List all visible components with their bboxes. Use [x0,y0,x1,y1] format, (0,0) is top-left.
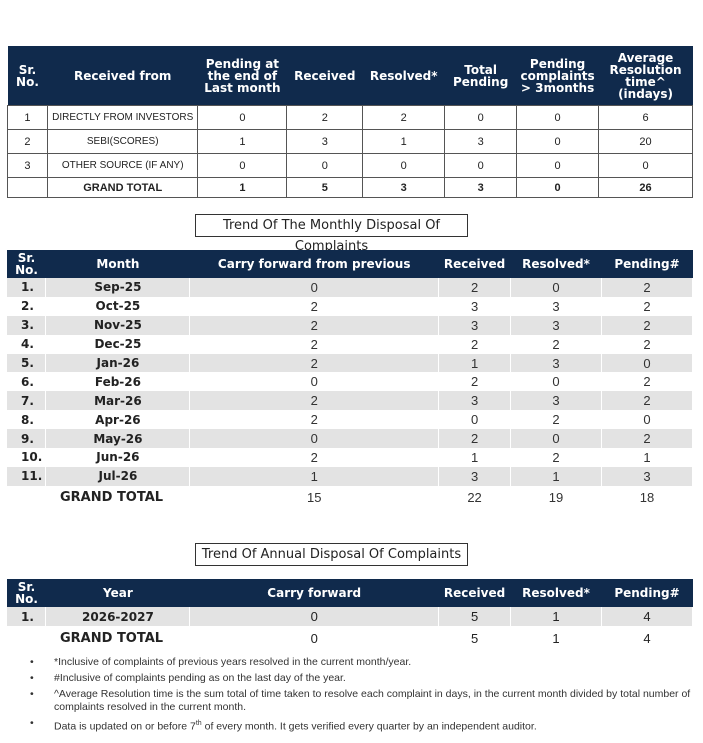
received-cell: 2 [287,106,363,130]
column-header: Pending at the end of Last month [204,56,281,95]
avg-time-cell: 0 [599,154,693,178]
bullet-icon: • [30,672,34,684]
table-row [7,391,693,410]
column-header: Carry forward from previous [217,257,411,271]
sr-no-cell: 3 [8,154,48,178]
table-header-row [7,250,693,278]
resolved-cell: 1 [552,630,560,646]
resolved-cell: 2 [511,335,602,354]
empty-cell [8,178,48,198]
pending-cell: 2 [602,372,693,391]
bullet-icon: • [30,717,34,729]
pending-cell: 2 [602,278,693,297]
resolved-cell: 0 [511,372,602,391]
monthly-disposal-table [7,250,693,510]
carry-cell: 1 [190,467,439,486]
sr-no-cell: 2 [8,130,48,154]
sr-no-cell: 9. [7,429,46,448]
pending-3m-cell: 0 [517,178,599,198]
carry-cell: 2 [190,354,439,373]
received-cell: 2 [439,335,511,354]
pending-cell: 4 [602,607,693,626]
source-cell: SEBI(SCORES) [47,130,198,154]
month-cell: Jun-26 [46,448,190,467]
resolved-cell: 2 [363,106,445,130]
footnote-text: of every month. It gets verified every quarter by an independent auditor. [201,720,537,733]
sr-no-cell: 11. [7,467,46,486]
received-cell: 3 [439,316,511,335]
table-row [8,106,693,130]
source-cell: OTHER SOURCE (IF ANY) [47,154,198,178]
resolved-cell: 1 [511,467,602,486]
pending-last-cell: 1 [198,130,287,154]
sr-no-cell: 1. [7,607,46,626]
pending-last-cell: 1 [198,178,287,198]
footnotes-list [30,656,695,737]
column-header: Pending# [614,257,680,271]
annual-trend-caption: Trend Of Annual Disposal Of Complaints [195,543,468,566]
sr-no-cell: 5. [7,354,46,373]
bullet-icon: • [30,688,34,700]
received-cell: 3 [439,467,511,486]
carry-cell: 2 [190,391,439,410]
received-cell: 5 [287,178,363,198]
pending-last-cell: 0 [198,154,287,178]
sr-no-cell: 1. [7,278,46,297]
annual-disposal-table [7,579,693,650]
footnote [30,688,695,714]
pending-cell: 18 [639,490,655,506]
total-pending-cell: 3 [445,178,517,198]
received-cell: 0 [439,410,511,429]
pending-cell: 2 [602,391,693,410]
column-header: Average Resolution time^ (indays) [609,50,682,101]
table-row [7,429,693,448]
column-header: Resolved* [522,586,590,600]
column-header: Sr. No. [16,62,39,89]
pending-3m-cell: 0 [517,106,599,130]
column-header: Received from [74,68,172,83]
pending-cell: 2 [602,335,693,354]
table-row [7,297,693,316]
pending-3m-cell: 0 [517,154,599,178]
pending-cell: 2 [602,297,693,316]
resolved-cell: 0 [363,154,445,178]
column-header: Received [443,586,506,600]
grand-total-row [7,486,693,510]
avg-time-cell: 20 [599,130,693,154]
pending-cell: 3 [602,467,693,486]
avg-time-cell: 26 [599,178,693,198]
month-cell: Nov-25 [46,316,190,335]
sr-no-cell: 7. [7,391,46,410]
received-cell: 3 [439,297,511,316]
column-header: Resolved* [522,257,590,271]
received-cell: 5 [439,607,511,626]
year-cell: 2026-2027 [46,607,190,626]
carry-cell: 0 [190,607,439,626]
received-cell: 2 [439,429,511,448]
resolved-cell: 3 [511,316,602,335]
sr-no-cell: 3. [7,316,46,335]
received-cell: 0 [287,154,363,178]
resolved-cell: 3 [511,297,602,316]
table-row [7,316,693,335]
resolved-cell: 1 [511,607,602,626]
grand-total-label: GRAND TOTAL [60,630,164,646]
footnote-text: ^Average Resolution time is the sum total of time taken to resolve each complaint in days, in the current month divided by total number of complaints resolved in the current month. [54,688,691,713]
resolved-cell: 1 [363,130,445,154]
received-cell: 5 [470,630,479,646]
carry-cell: 15 [306,490,322,506]
column-header: Resolved* [369,68,438,83]
sr-no-cell: 10. [7,448,46,467]
carry-cell: 2 [190,410,439,429]
column-header: Sr. No. [15,580,38,606]
month-cell: Oct-25 [46,297,190,316]
column-header: Year [103,586,133,600]
footnote [30,717,695,734]
table-row [8,130,693,154]
resolved-cell: 2 [511,410,602,429]
resolved-cell: 3 [511,354,602,373]
carry-cell: 2 [190,297,439,316]
grand-total-row [8,178,693,198]
received-cell: 3 [287,130,363,154]
footnote-text: #Inclusive of complaints pending as on the last day of the year. [54,672,346,684]
column-header: Pending# [614,586,680,600]
pending-last-cell: 0 [198,106,287,130]
carry-cell: 2 [190,448,439,467]
complaints-summary-table [7,46,693,198]
received-cell: 2 [439,278,511,297]
month-cell: Jan-26 [46,354,190,373]
resolved-cell: 3 [511,391,602,410]
total-pending-cell: 3 [445,130,517,154]
received-cell: 22 [467,490,482,506]
grand-total-row [7,626,693,650]
source-cell: DIRECTLY FROM INVESTORS [47,106,198,130]
column-header: Received [294,68,356,83]
sr-no-cell: 4. [7,335,46,354]
column-header: Sr. No. [15,251,38,277]
received-cell: 3 [439,391,511,410]
carry-cell: 0 [190,372,439,391]
month-cell: May-26 [46,429,190,448]
carry-cell: 2 [190,335,439,354]
column-header: Total Pending [452,62,509,89]
table-row [7,467,693,486]
table-row [7,335,693,354]
grand-total-label: GRAND TOTAL [60,490,164,506]
bullet-icon: • [30,656,34,668]
month-cell: Sep-25 [46,278,190,297]
table-row [7,410,693,429]
pending-cell: 2 [602,316,693,335]
resolved-cell: 2 [511,448,602,467]
resolved-cell: 0 [511,278,602,297]
footnote-text: Data is updated on or before 7 [54,720,196,733]
resolved-cell: 19 [548,490,564,506]
month-cell: Dec-25 [46,335,190,354]
resolved-cell: 0 [511,429,602,448]
table-row [8,154,693,178]
sr-no-cell: 8. [7,410,46,429]
sr-no-cell: 1 [8,106,48,130]
column-header: Pending complaints > 3months [520,56,595,95]
table-row [7,448,693,467]
monthly-trend-caption: Trend Of The Monthly Disposal Of Complaints [195,214,468,237]
table-header-row [7,579,693,607]
pending-3m-cell: 0 [517,130,599,154]
pending-cell: 2 [602,429,693,448]
footnote-superscript: th [195,720,202,727]
pending-cell: 0 [602,354,693,373]
footnote [30,672,695,685]
carry-cell: 0 [310,630,318,646]
sr-no-cell: 2. [7,297,46,316]
grand-total-label: GRAND TOTAL [47,178,198,198]
column-header: Month [96,257,140,271]
pending-cell: 4 [643,630,651,646]
footnote-text: *Inclusive of complaints of previous years resolved in the current month/year. [54,656,412,668]
table-row [7,372,693,391]
table-header-row [8,46,693,106]
sr-no-cell: 6. [7,372,46,391]
month-cell: Jul-26 [46,467,190,486]
total-pending-cell: 0 [445,106,517,130]
carry-cell: 0 [190,278,439,297]
table-row [7,278,693,297]
avg-time-cell: 6 [599,106,693,130]
month-cell: Feb-26 [46,372,190,391]
carry-cell: 0 [190,429,439,448]
received-cell: 1 [439,448,511,467]
received-cell: 1 [439,354,511,373]
pending-cell: 1 [602,448,693,467]
month-cell: Apr-26 [46,410,190,429]
total-pending-cell: 0 [445,154,517,178]
received-cell: 2 [439,372,511,391]
carry-cell: 2 [190,316,439,335]
pending-cell: 0 [602,410,693,429]
column-header: Carry forward [267,586,362,600]
footnote [30,656,695,669]
table-row [7,354,693,373]
month-cell: Mar-26 [46,391,190,410]
table-row [7,607,693,626]
resolved-cell: 3 [363,178,445,198]
column-header: Received [443,257,506,271]
